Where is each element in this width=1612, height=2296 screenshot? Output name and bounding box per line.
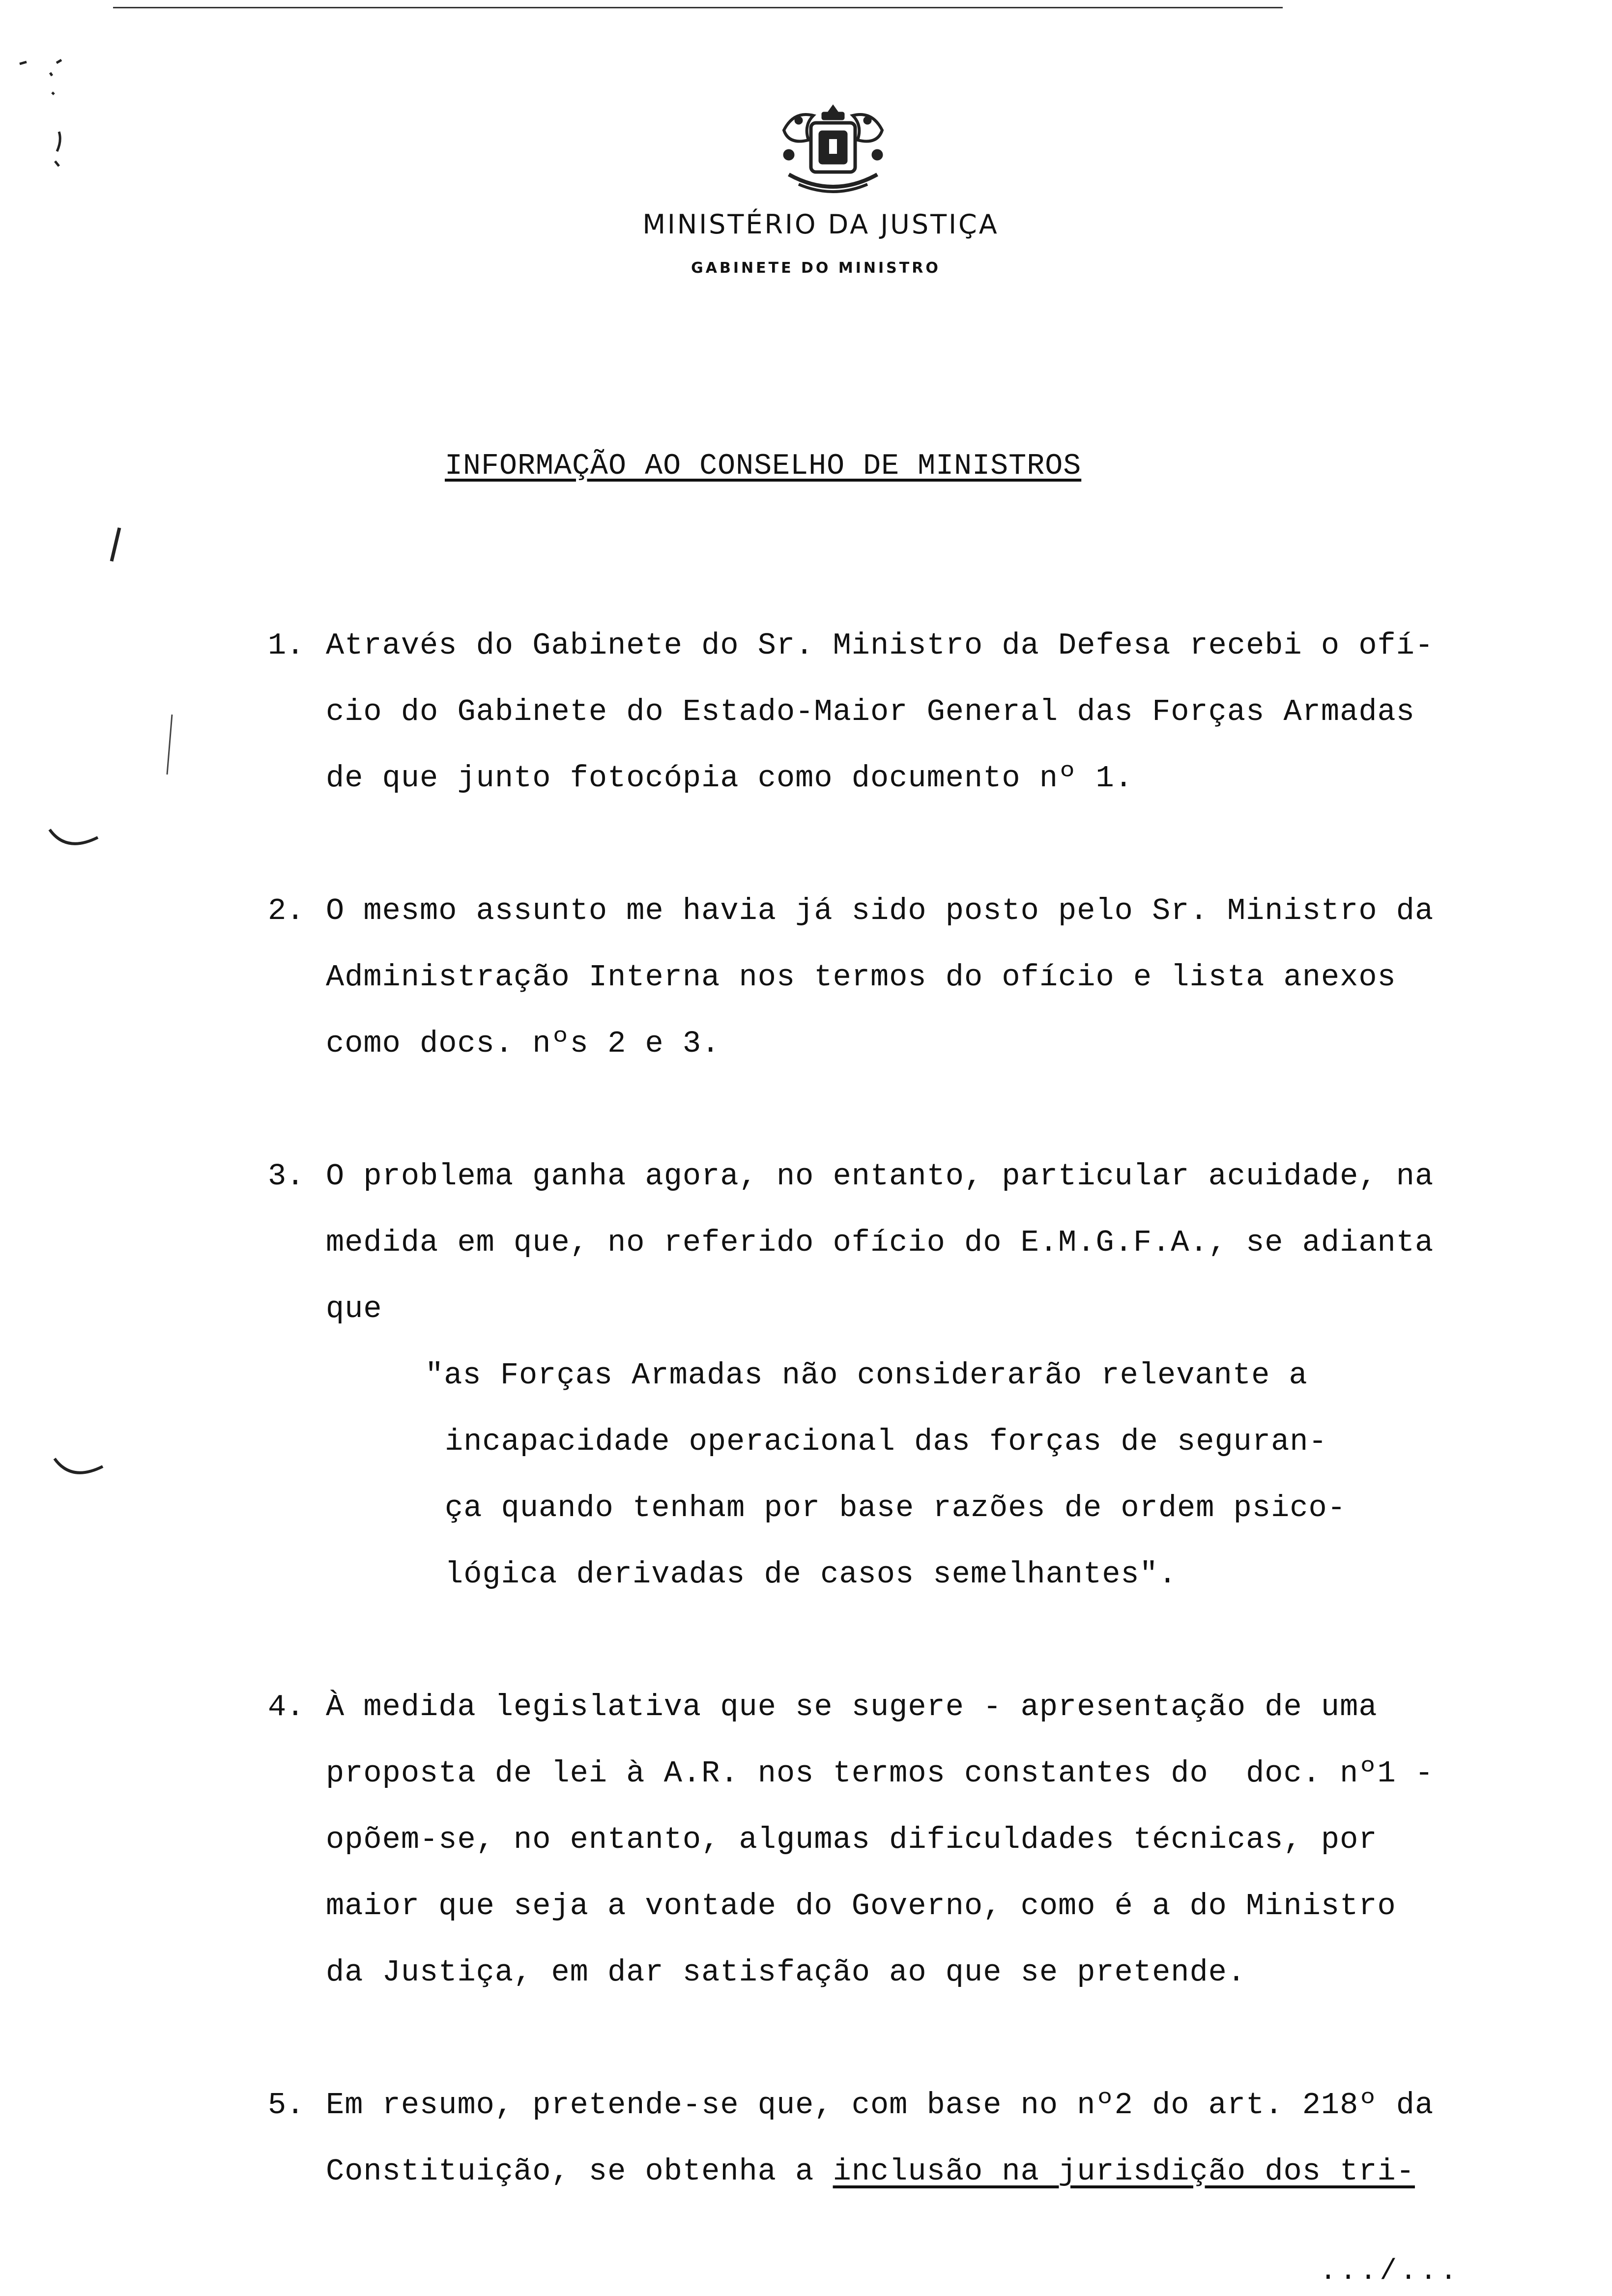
- paragraph-line: [326, 2154, 1415, 2189]
- margin-mark-icon: [106, 526, 125, 565]
- paragraph-number: 1.: [268, 628, 305, 663]
- quote-line: ça quando tenham por base razões de ordem psico-: [445, 1491, 1346, 1525]
- coat-of-arms-icon: [774, 101, 892, 199]
- paragraph-number: 2.: [268, 893, 305, 928]
- paragraph-line: Através do Gabinete do Sr. Ministro da Defesa recebi o ofí-: [326, 628, 1434, 663]
- margin-mark-icon: [52, 1455, 106, 1484]
- paragraph-line: como docs. nºs 2 e 3.: [326, 1026, 720, 1061]
- underlined-text: inclusão na jurisdição dos tri-: [833, 2154, 1415, 2189]
- paragraph-line: medida em que, no referido ofício do E.M.G.F.A., se adianta: [326, 1225, 1434, 1260]
- paragraph-line: opõem-se, no entanto, algumas dificuldades técnicas, por: [326, 1822, 1378, 1857]
- document-title: INFORMAÇÃO AO CONSELHO DE MINISTROS: [445, 450, 1082, 483]
- paragraph-line: da Justiça, em dar satisfação ao que se pretende.: [326, 1955, 1246, 1990]
- margin-mark-icon: [10, 49, 108, 177]
- quote-line: lógica derivadas de casos semelhantes".: [445, 1557, 1178, 1592]
- top-rule: [113, 7, 1283, 8]
- ministry-name: MINISTÉRIO DA JUSTIÇA: [642, 209, 999, 240]
- margin-mark-icon: [47, 826, 101, 855]
- paragraph-number: 3.: [268, 1159, 305, 1194]
- paragraph-line: Em resumo, pretende-se que, com base no nº2 do art. 218º da: [326, 2088, 1434, 2123]
- cabinet-name: GABINETE DO MINISTRO: [691, 259, 941, 277]
- paragraph-line: O problema ganha agora, no entanto, particular acuidade, na: [326, 1159, 1434, 1194]
- paragraph-line: O mesmo assunto me havia já sido posto pelo Sr. Ministro da: [326, 893, 1434, 928]
- paragraph-number: 5.: [268, 2088, 305, 2123]
- quote-line: incapacidade operacional das forças de seguran-: [445, 1424, 1327, 1459]
- paragraph-line: maior que seja a vontade do Governo, como é a do Ministro: [326, 1889, 1396, 1923]
- paragraph-line: À medida legislativa que se sugere - apresentação de uma: [326, 1690, 1378, 1724]
- line-text: Constituição, se obtenha a: [326, 2154, 833, 2189]
- paragraph-line: de que junto fotocópia como documento nº 1.: [326, 761, 1133, 796]
- paragraph-line: que: [326, 1292, 382, 1326]
- paragraph-number: 4.: [268, 1690, 305, 1724]
- margin-mark-icon: [162, 713, 177, 776]
- paragraph-line: Administração Interna nos termos do ofício e lista anexos: [326, 960, 1396, 995]
- continuation-marker: .../...: [1320, 2256, 1460, 2288]
- quote-line: "as Forças Armadas não considerarão relevante a: [425, 1358, 1308, 1393]
- paragraph-line: cio do Gabinete do Estado-Maior General das Forças Armadas: [326, 694, 1415, 729]
- paragraph-line: proposta de lei à A.R. nos termos constantes do doc. nº1 -: [326, 1756, 1434, 1791]
